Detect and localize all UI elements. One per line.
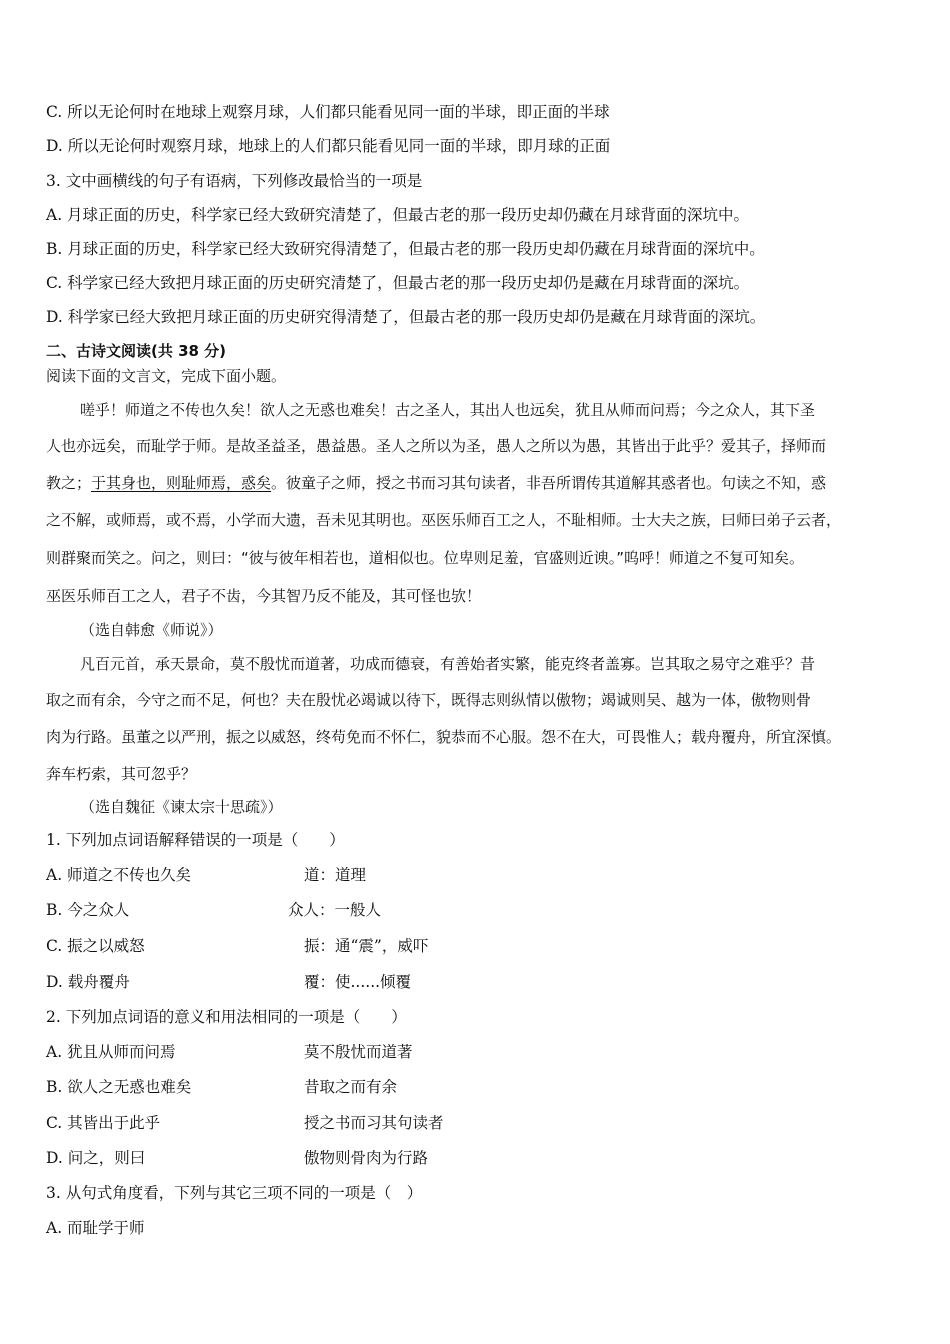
option-explanation: 覆：使......倾覆 xyxy=(304,973,412,991)
passage1-line3-start: 教之； xyxy=(46,474,92,492)
option-pair: 莫不殷忧而道著 xyxy=(304,1043,413,1061)
passage1-line3-end: 。彼童子之师，授之书而习其句读者，非吾所谓传其道解其惑者也。句读之不知，惑 xyxy=(271,474,827,492)
passage2-line2: 取之而有余，今守之而不足，何也？夫在殷忧必竭诚以待下，既得志则纵情以傲物；竭诚则吴、越为一体，傲物则骨 xyxy=(46,691,812,709)
question-1-stem: 1. 下列加点词语解释错误的一项是（ ） xyxy=(46,831,345,849)
passage1-source: （选自韩愈《师说》） xyxy=(80,621,223,639)
passage2-line1: 凡百元首，承天景命，莫不殷忧而道著，功成而德衰，有善始者实繁，能克终者盖寡。岂其取之易守之难乎？昔 xyxy=(80,655,816,673)
option-pair: 授之书而习其句读者 xyxy=(304,1114,444,1132)
question-3-prev-option-c: C. 科学家已经大致把月球正面的历史研究清楚了，但最古老的那一段历史却仍是藏在月球背面的深坑。 xyxy=(46,274,750,292)
question-3-prev-stem: 3. 文中画横线的句子有语病，下列修改最恰当的一项是 xyxy=(46,172,423,190)
passage1-line4: 之不解，或师焉，或不焉，小学而大遗，吾未见其明也。巫医乐师百工之人，不耻相师。士大夫之族，曰师曰弟子云者， xyxy=(46,511,842,529)
underlined-sentence: 于其身也，则耻师焉，惑矣 xyxy=(91,474,272,492)
passage2-line3: 肉为行路。虽董之以严刑，振之以威怒，终苟免而不怀仁，貌恭而不心服。怨不在大，可畏惟人；载舟覆舟，所宜深慎。 xyxy=(46,728,842,746)
option-text: B. 今之众人 xyxy=(46,901,130,919)
question-1-option-d xyxy=(46,972,412,992)
option-explanation: 道：道理 xyxy=(304,866,367,884)
passage1-line3 xyxy=(46,473,826,493)
option-text: D. 问之，则曰 xyxy=(46,1149,146,1167)
question-2-stem: 2. 下列加点词语的意义和用法相同的一项是（ ） xyxy=(46,1008,407,1026)
option-pair: 傲物则骨肉为行路 xyxy=(304,1149,429,1167)
option-d-prev: D. 所以无论何时观察月球，地球上的人们都只能看见同一面的半球，即月球的正面 xyxy=(46,137,611,155)
question-3-prev-option-b: B. 月球正面的历史，科学家已经大致研究得清楚了，但最古老的那一段历史却仍藏在月球背面的深坑中。 xyxy=(46,240,765,258)
question-3-stem: 3. 从句式角度看，下列与其它三项不同的一项是（ ） xyxy=(46,1184,423,1202)
option-text: A. 师道之不传也久矣 xyxy=(46,866,192,884)
option-explanation: 振：通“震”，威吓 xyxy=(304,937,429,955)
option-explanation: 众人：一般人 xyxy=(288,901,382,919)
question-2-option-b xyxy=(46,1077,398,1097)
passage2-line4: 奔车朽索，其可忽乎？ xyxy=(46,765,197,783)
option-text: C. 其皆出于此乎 xyxy=(46,1114,161,1132)
question-3-prev-option-a: A. 月球正面的历史，科学家已经大致研究清楚了，但最古老的那一段历史却仍藏在月球背面的深坑中。 xyxy=(46,206,750,224)
option-text: C. 振之以威怒 xyxy=(46,937,145,955)
passage2-source: （选自魏征《谏太宗十思疏》） xyxy=(80,798,283,816)
option-text: A. 犹且从师而问焉 xyxy=(46,1043,176,1061)
section-title: 二、古诗文阅读(共 38 分) xyxy=(46,342,227,360)
passage1-line6: 巫医乐师百工之人，君子不齿，今其智乃反不能及，其可怪也欤！ xyxy=(46,587,482,605)
question-3-prev-option-d: D. 科学家已经大致把月球正面的历史研究得清楚了，但最古老的那一段历史却仍是藏在月球背面的深坑。 xyxy=(46,308,766,326)
section-instruction: 阅读下面的文言文，完成下面小题。 xyxy=(46,367,287,385)
passage1-line5: 则群聚而笑之。问之，则曰：“彼与彼年相若也，道相似也。位卑则足羞，官盛则近谀。”呜呼！师道之不复可知矣。 xyxy=(46,549,805,567)
question-2-option-c xyxy=(46,1113,444,1133)
question-2-option-a xyxy=(46,1042,413,1062)
question-1-option-c xyxy=(46,936,429,956)
option-c-prev: C. 所以无论何时在地球上观察月球，人们都只能看见同一面的半球，即正面的半球 xyxy=(46,103,610,121)
question-1-option-b xyxy=(46,900,382,920)
option-pair: 昔取之而有余 xyxy=(304,1078,398,1096)
option-text: B. 欲人之无惑也难矣 xyxy=(46,1078,192,1096)
question-2-option-d xyxy=(46,1148,429,1168)
option-text: D. 载舟覆舟 xyxy=(46,973,130,991)
question-1-option-a xyxy=(46,865,367,885)
passage1-line1: 嗟乎！师道之不传也久矣！欲人之无惑也难矣！古之圣人，其出人也远矣，犹且从师而问焉；今之众人，其下圣 xyxy=(80,401,816,419)
passage1-line2: 人也亦远矣，而耻学于师。是故圣益圣，愚益愚。圣人之所以为圣，愚人之所以为愚，其皆出于此乎？爱其子，择师而 xyxy=(46,437,827,455)
question-3-option-a: A. 而耻学于师 xyxy=(46,1219,145,1237)
